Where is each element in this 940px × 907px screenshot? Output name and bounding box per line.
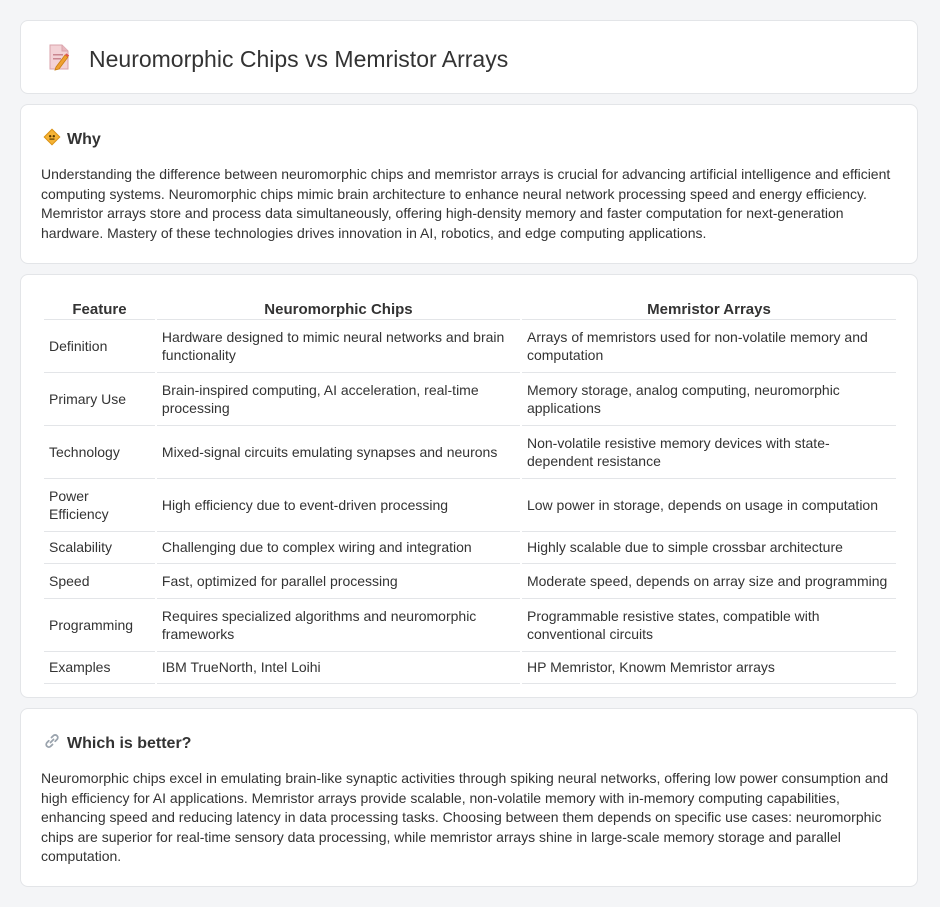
table-row bbox=[44, 599, 896, 652]
comparison-section bbox=[20, 274, 918, 698]
neuromorphic-cell: Brain-inspired computing, AI acceleration, real-time processing bbox=[157, 373, 520, 426]
header-neuromorphic: Neuromorphic Chips bbox=[157, 295, 520, 320]
feature-cell: Scalability bbox=[44, 532, 155, 564]
document-pencil-icon bbox=[47, 43, 71, 76]
feature-cell: Examples bbox=[44, 652, 155, 684]
header-memristor: Memristor Arrays bbox=[522, 295, 896, 320]
neuromorphic-cell: IBM TrueNorth, Intel Loihi bbox=[157, 652, 520, 684]
table-row bbox=[44, 373, 896, 426]
table-row bbox=[44, 564, 896, 599]
memristor-cell: Programmable resistive states, compatible with conventional circuits bbox=[522, 599, 896, 652]
feature-cell: Definition bbox=[44, 320, 155, 373]
neuromorphic-cell: High efficiency due to event-driven processing bbox=[157, 479, 520, 532]
table-row bbox=[44, 320, 896, 373]
feature-cell: Technology bbox=[44, 426, 155, 479]
table-header-row bbox=[44, 295, 896, 320]
feature-cell: Power Efficiency bbox=[44, 479, 155, 532]
neuromorphic-cell: Fast, optimized for parallel processing bbox=[157, 564, 520, 599]
neuromorphic-cell: Requires specialized algorithms and neuromorphic frameworks bbox=[157, 599, 520, 652]
neuromorphic-cell: Challenging due to complex wiring and integration bbox=[157, 532, 520, 564]
neuromorphic-cell: Hardware designed to mimic neural networks and brain functionality bbox=[157, 320, 520, 373]
header-feature: Feature bbox=[44, 295, 155, 320]
feature-cell: Speed bbox=[44, 564, 155, 599]
memristor-cell: HP Memristor, Knowm Memristor arrays bbox=[522, 652, 896, 684]
feature-cell: Programming bbox=[44, 599, 155, 652]
memristor-cell: Moderate speed, depends on array size and programming bbox=[522, 564, 896, 599]
memristor-cell: Non-volatile resistive memory devices with state-dependent resistance bbox=[522, 426, 896, 479]
feature-cell: Primary Use bbox=[44, 373, 155, 426]
which-is-better-section bbox=[20, 708, 918, 887]
table-row bbox=[44, 532, 896, 564]
better-heading: Which is better? bbox=[67, 734, 192, 752]
why-section bbox=[20, 104, 918, 264]
memristor-cell: Low power in storage, depends on usage in computation bbox=[522, 479, 896, 532]
memristor-cell: Arrays of memristors used for non-volatile memory and computation bbox=[522, 320, 896, 373]
table-row bbox=[44, 426, 896, 479]
header-card bbox=[20, 20, 918, 94]
why-text: Understanding the difference between neuromorphic chips and memristor arrays is crucial for advancing artificial intelligence and efficient computing systems. Neuromorphic chips mimic brain architecture to enhance neural network processing speed and energy efficiency. Memristor arrays store and process data simultaneously, offering high-density memory and faster computation for next-generation hardware. Mastery of these technologies drives innovation in AI, robotics, and edge computing applications. bbox=[41, 166, 891, 241]
better-text: Neuromorphic chips excel in emulating brain-like synaptic activities through spiking neural networks, offering low power consumption and high efficiency for AI applications. Memristor arrays provide scalable, non-volatile memory with in-memory computing capabilities, enhancing speed and reducing latency in data processing tasks. Choosing between them depends on specific use cases: neuromorphic chips are superior for real-time sensory data processing, while memristor arrays shine in large-scale memory storage and parallel computation. bbox=[41, 770, 889, 864]
why-heading: Why bbox=[67, 130, 101, 148]
neuromorphic-cell: Mixed-signal circuits emulating synapses and neurons bbox=[157, 426, 520, 479]
diamond-sign-icon bbox=[43, 128, 61, 151]
table-row bbox=[44, 652, 896, 684]
link-icon bbox=[43, 732, 61, 755]
table-row bbox=[44, 479, 896, 532]
memristor-cell: Memory storage, analog computing, neuromorphic applications bbox=[522, 373, 896, 426]
page-title: Neuromorphic Chips vs Memristor Arrays bbox=[89, 46, 509, 72]
memristor-cell: Highly scalable due to simple crossbar architecture bbox=[522, 532, 896, 564]
comparison-table bbox=[42, 295, 898, 684]
